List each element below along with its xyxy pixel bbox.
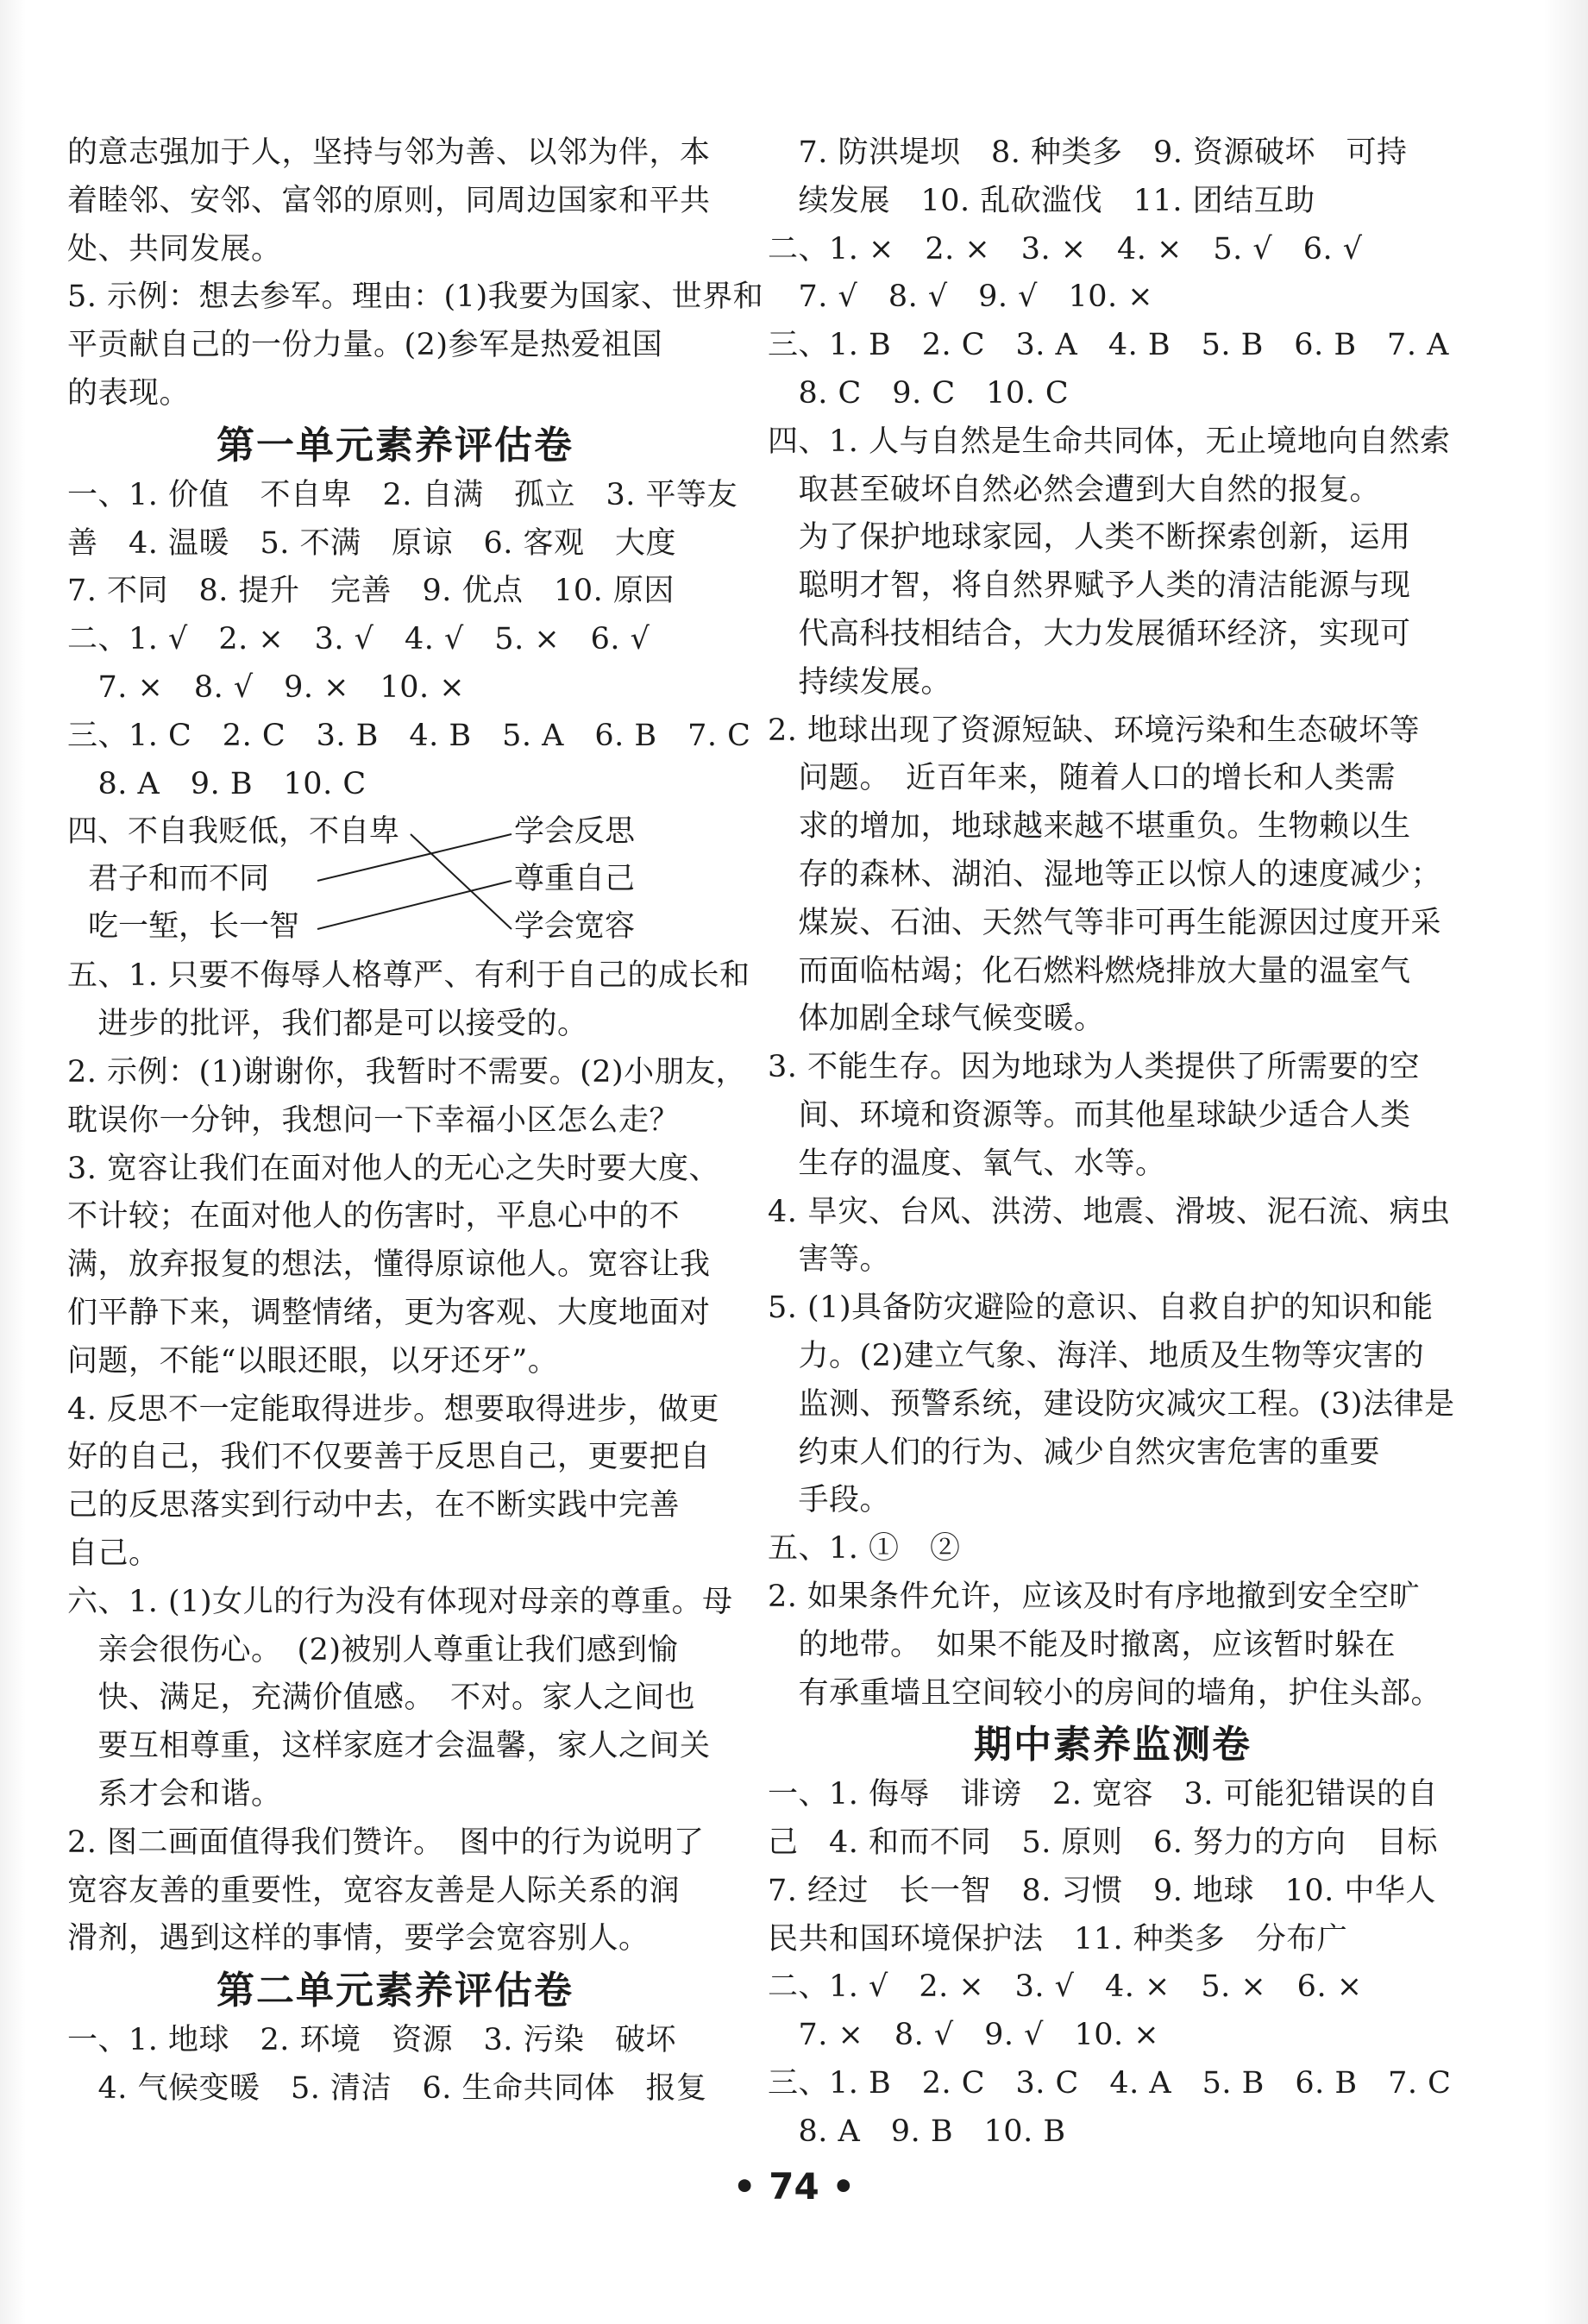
- answer-line: 8. C 9. C 10. C: [768, 375, 1070, 411]
- answer-line: 处、共同发展。: [67, 231, 282, 267]
- answer-line: 力。(2)建立气象、海洋、地质及生物等灾害的: [768, 1338, 1425, 1373]
- answer-line: 一、1. 侮辱 诽谤 2. 宽容 3. 可能犯错误的自: [768, 1777, 1439, 1812]
- answer-line: 平贡献自己的一份力量。(2)参军是热爱祖国: [67, 328, 663, 363]
- answer-line: 2. 示例：(1)谢谢你，我暂时不需要。(2)小朋友，: [67, 1054, 747, 1090]
- answer-line: 3. 宽容让我们在面对他人的无心之失时要大度、: [67, 1151, 720, 1186]
- answer-line: 一、1. 地球 2. 环境 资源 3. 污染 破坏: [67, 2023, 677, 2058]
- answer-line: 煤炭、石油、天然气等非可再生能源因过度开采: [768, 905, 1442, 940]
- answer-line: 8. A 9. B 10. C: [67, 766, 367, 801]
- answer-line: 不计较；在面对他人的伤害时，平息心中的不: [67, 1199, 681, 1234]
- unit2-answers-continued: [768, 129, 1458, 1718]
- answer-line: 7. × 8. √ 9. × 10. ×: [67, 669, 466, 705]
- answer-line: 存的森林、湖泊、湿地等正以惊人的速度减少；: [768, 857, 1442, 892]
- unit1-title: 第一单元素养评估卷: [217, 423, 574, 468]
- unit2-answers-start: [67, 2017, 723, 2114]
- intro-answers: [67, 129, 764, 418]
- matching-right-item: 尊重自己: [514, 862, 636, 897]
- matching-right-item: 学会反思: [514, 814, 636, 850]
- match-line: [317, 881, 512, 929]
- answer-line: 4. 旱灾、台风、洪涝、地震、滑坡、泥石流、病虫: [768, 1194, 1451, 1229]
- answer-line: 二、1. √ 2. × 3. √ 4. × 5. × 6. ×: [768, 1969, 1363, 2005]
- answer-line: 五、1. ① ②: [768, 1531, 961, 1567]
- matching-prefix: 四、: [67, 814, 129, 850]
- answer-line: 5. (1)具备防灾避险的意识、自救自护的知识和能: [768, 1291, 1434, 1326]
- answer-line: 进步的批评，我们都是可以接受的。: [67, 1007, 588, 1042]
- answer-line: 自己。: [67, 1536, 160, 1571]
- matching-right-item: 学会宽容: [514, 909, 636, 945]
- answer-line: 宽容友善的重要性，宽容友善是人际关系的润: [67, 1873, 681, 1908]
- answer-line: 3. 不能生存。因为地球为人类提供了所需要的空: [768, 1050, 1421, 1085]
- answer-line: 四、1. 人与自然是生命共同体，无止境地向自然索: [768, 424, 1451, 459]
- answer-line: 善 4. 温暖 5. 不满 原谅 6. 客观 大度: [67, 525, 677, 561]
- answer-line: 二、1. √ 2. × 3. √ 4. √ 5. × 6. √: [67, 622, 650, 657]
- answer-line: 二、1. × 2. × 3. × 4. × 5. √ 6. √: [768, 231, 1363, 267]
- left-column: [67, 129, 764, 2114]
- answer-line: 5. 示例：想去参军。理由：(1)我要为国家、世界和: [67, 280, 764, 315]
- answer-line: 7. 不同 8. 提升 完善 9. 优点 10. 原因: [67, 574, 675, 609]
- answer-line: 7. 经过 长一智 8. 习惯 9. 地球 10. 中华人: [768, 1873, 1436, 1908]
- answer-line: 亲会很伤心。 (2)被别人尊重让我们感到愉: [67, 1632, 679, 1668]
- answer-line: 续发展 10. 乱砍滥伐 11. 团结互助: [768, 183, 1315, 218]
- answer-line: 7. √ 8. √ 9. √ 10. ×: [768, 280, 1154, 315]
- answer-line: 4. 气候变暖 5. 清洁 6. 生命共同体 报复: [67, 2070, 707, 2106]
- answer-line: 取甚至破坏自然必然会遭到大自然的报复。: [768, 472, 1381, 507]
- answer-line: 问题，不能“以眼还眼，以牙还牙”。: [67, 1343, 559, 1379]
- answer-line: 三、1. B 2. C 3. C 4. A 5. B 6. B 7. C: [768, 2066, 1452, 2101]
- answer-line: 要互相尊重，这样家庭才会温馨，家人之间关: [67, 1729, 711, 1764]
- answer-line: 己 4. 和而不同 5. 原则 6. 努力的方向 目标: [768, 1825, 1439, 1861]
- answer-line: 8. A 9. B 10. B: [768, 2114, 1066, 2149]
- answer-line: 耽误你一分钟，我想问一下幸福小区怎么走？: [67, 1102, 681, 1138]
- answer-line: 三、1. B 2. C 3. A 4. B 5. B 6. B 7. A: [768, 328, 1449, 363]
- answer-line: 的地带。 如果不能及时撤离，应该暂时躲在: [768, 1627, 1397, 1662]
- unit2-title: 第二单元素养评估卷: [217, 1969, 574, 2013]
- answer-line: 为了保护地球家园，人类不断探索创新，运用: [768, 520, 1411, 556]
- answer-line: 的意志强加于人，坚持与邻为善、以邻为伴，本: [67, 135, 711, 170]
- answer-line: 三、1. C 2. C 3. B 4. B 5. A 6. B 7. C: [67, 718, 751, 753]
- answer-line: 代高科技相结合，大力发展循环经济，实现可: [768, 616, 1411, 651]
- answer-line: 生存的温度、氧气、水等。: [768, 1146, 1166, 1181]
- answer-line: 约束人们的行为、减少自然灾害危害的重要: [768, 1435, 1381, 1470]
- answer-line: 持续发展。: [768, 664, 952, 700]
- answer-line: 着睦邻、安邻、富邻的原则，同周边国家和平共: [67, 183, 711, 218]
- answer-line: 五、1. 只要不侮辱人格尊严、有利于自己的成长和: [67, 958, 750, 994]
- answer-line: 的表现。: [67, 375, 191, 411]
- matching-left-item: 不自我贬低，不自卑: [128, 814, 400, 850]
- answer-line: 体加剧全球气候变暖。: [768, 1002, 1105, 1037]
- answer-line: 有承重墙且空间较小的房间的墙角，护住头部。: [768, 1675, 1442, 1711]
- answer-line: 求的增加，地球越来越不堪重负。生物赖以生: [768, 809, 1411, 845]
- answer-line: 监测、预警系统，建设防灾减灾工程。(3)法律是: [768, 1386, 1455, 1422]
- answer-line: 六、1. (1)女儿的行为没有体现对母亲的尊重。母: [67, 1584, 733, 1619]
- answer-line: 快、满足，充满价值感。 不对。家人之间也: [67, 1680, 696, 1716]
- unit1-answers-part2: [67, 952, 750, 1963]
- answer-line: 7. × 8. √ 9. √ 10. ×: [768, 2018, 1160, 2053]
- right-column: [768, 129, 1458, 2157]
- answer-line: 7. 防洪堤坝 8. 种类多 9. 资源破坏 可持: [768, 135, 1408, 170]
- answer-line: 好的自己，我们不仅要善于反思自己，更要把自: [67, 1440, 711, 1475]
- midterm-title: 期中素养监测卷: [974, 1723, 1252, 1768]
- matching-left-item: 吃一堑，长一智: [88, 909, 300, 945]
- matching-question: [67, 808, 723, 952]
- answer-line: 4. 反思不一定能取得进步。想要取得进步，做更: [67, 1391, 720, 1427]
- answer-line: 手段。: [768, 1483, 891, 1518]
- answer-line: 聪明才智，将自然界赋予人类的清洁能源与现: [768, 568, 1411, 604]
- unit1-answers-part1: [67, 472, 751, 809]
- answer-line: 己的反思落实到行动中去，在不断实践中完善: [67, 1488, 681, 1523]
- answer-line: 民共和国环境保护法 11. 种类多 分布广: [768, 1921, 1348, 1957]
- match-line: [411, 834, 512, 929]
- answer-line: 一、1. 价值 不自卑 2. 自满 孤立 3. 平等友: [67, 477, 738, 512]
- answer-line: 们平静下来，调整情绪，更为客观、大度地面对: [67, 1295, 711, 1330]
- answer-line: 而面临枯竭；化石燃料燃烧排放大量的温室气: [768, 953, 1411, 989]
- answer-line: 害等。: [768, 1242, 891, 1278]
- matching-left-item: 君子和而不同: [88, 862, 270, 897]
- answer-line: 问题。 近百年来，随着人口的增长和人类需: [768, 761, 1397, 796]
- match-line: [317, 834, 512, 881]
- answer-line: 满，放弃报复的想法，懂得原谅他人。宽容让我: [67, 1247, 711, 1283]
- page-number: • 74 •: [732, 2165, 856, 2208]
- matching-lines: [67, 808, 723, 952]
- answer-line: 滑剂，遇到这样的事情，要学会宽容别人。: [67, 1921, 650, 1957]
- answer-line: 2. 图二画面值得我们赞许。 图中的行为说明了: [67, 1825, 705, 1860]
- answer-line: 间、环境和资源等。而其他星球缺少适合人类: [768, 1097, 1411, 1133]
- midterm-answers: [768, 1771, 1458, 2156]
- answer-line: 2. 如果条件允许，应该及时有序地撤到安全空旷: [768, 1579, 1421, 1614]
- answer-line: 2. 地球出现了资源短缺、环境污染和生态破坏等: [768, 713, 1421, 748]
- answer-line: 系才会和谐。: [67, 1776, 282, 1812]
